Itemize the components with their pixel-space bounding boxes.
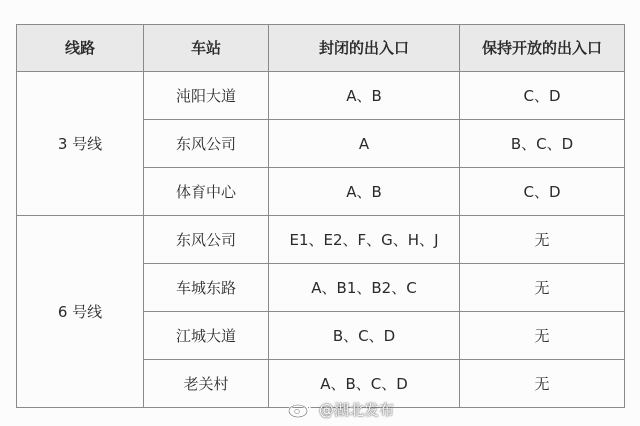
open-entrances-cell: 无 xyxy=(460,312,625,360)
open-entrances-cell: C、D xyxy=(460,72,625,120)
weibo-watermark xyxy=(287,397,394,421)
header-open-entrances: 保持开放的出入口 xyxy=(460,25,625,72)
watermark-text: @湖北发布 xyxy=(319,400,395,419)
table-header-row xyxy=(17,25,625,72)
table-row xyxy=(17,216,625,264)
closed-entrances-cell: B、C、D xyxy=(269,312,460,360)
closed-entrances-cell: A、B xyxy=(269,72,460,120)
closed-entrances-cell: A、B xyxy=(269,168,460,216)
open-entrances-cell: C、D xyxy=(460,168,625,216)
weibo-icon xyxy=(287,400,313,418)
open-entrances-cell: B、C、D xyxy=(460,120,625,168)
open-entrances-cell: 无 xyxy=(460,216,625,264)
closed-entrances-cell: E1、E2、F、G、H、J xyxy=(269,216,460,264)
open-entrances-cell: 无 xyxy=(460,360,625,408)
station-cell: 东风公司 xyxy=(144,216,269,264)
table-row xyxy=(17,72,625,120)
open-entrances-cell: 无 xyxy=(460,264,625,312)
closed-entrances-cell: A xyxy=(269,120,460,168)
station-cell: 体育中心 xyxy=(144,168,269,216)
entrance-closure-table xyxy=(16,24,625,408)
header-station: 车站 xyxy=(144,25,269,72)
closed-entrances-cell: A、B1、B2、C xyxy=(269,264,460,312)
closed-entrances-cell: A、B、C、D xyxy=(269,360,460,408)
station-cell: 东风公司 xyxy=(144,120,269,168)
line-cell-line6: 6 号线 xyxy=(17,216,144,408)
station-cell: 老关村 xyxy=(144,360,269,408)
station-cell: 江城大道 xyxy=(144,312,269,360)
header-closed-entrances: 封闭的出入口 xyxy=(269,25,460,72)
station-cell: 沌阳大道 xyxy=(144,72,269,120)
line-cell-line3: 3 号线 xyxy=(17,72,144,216)
header-line: 线路 xyxy=(17,25,144,72)
station-cell: 车城东路 xyxy=(144,264,269,312)
